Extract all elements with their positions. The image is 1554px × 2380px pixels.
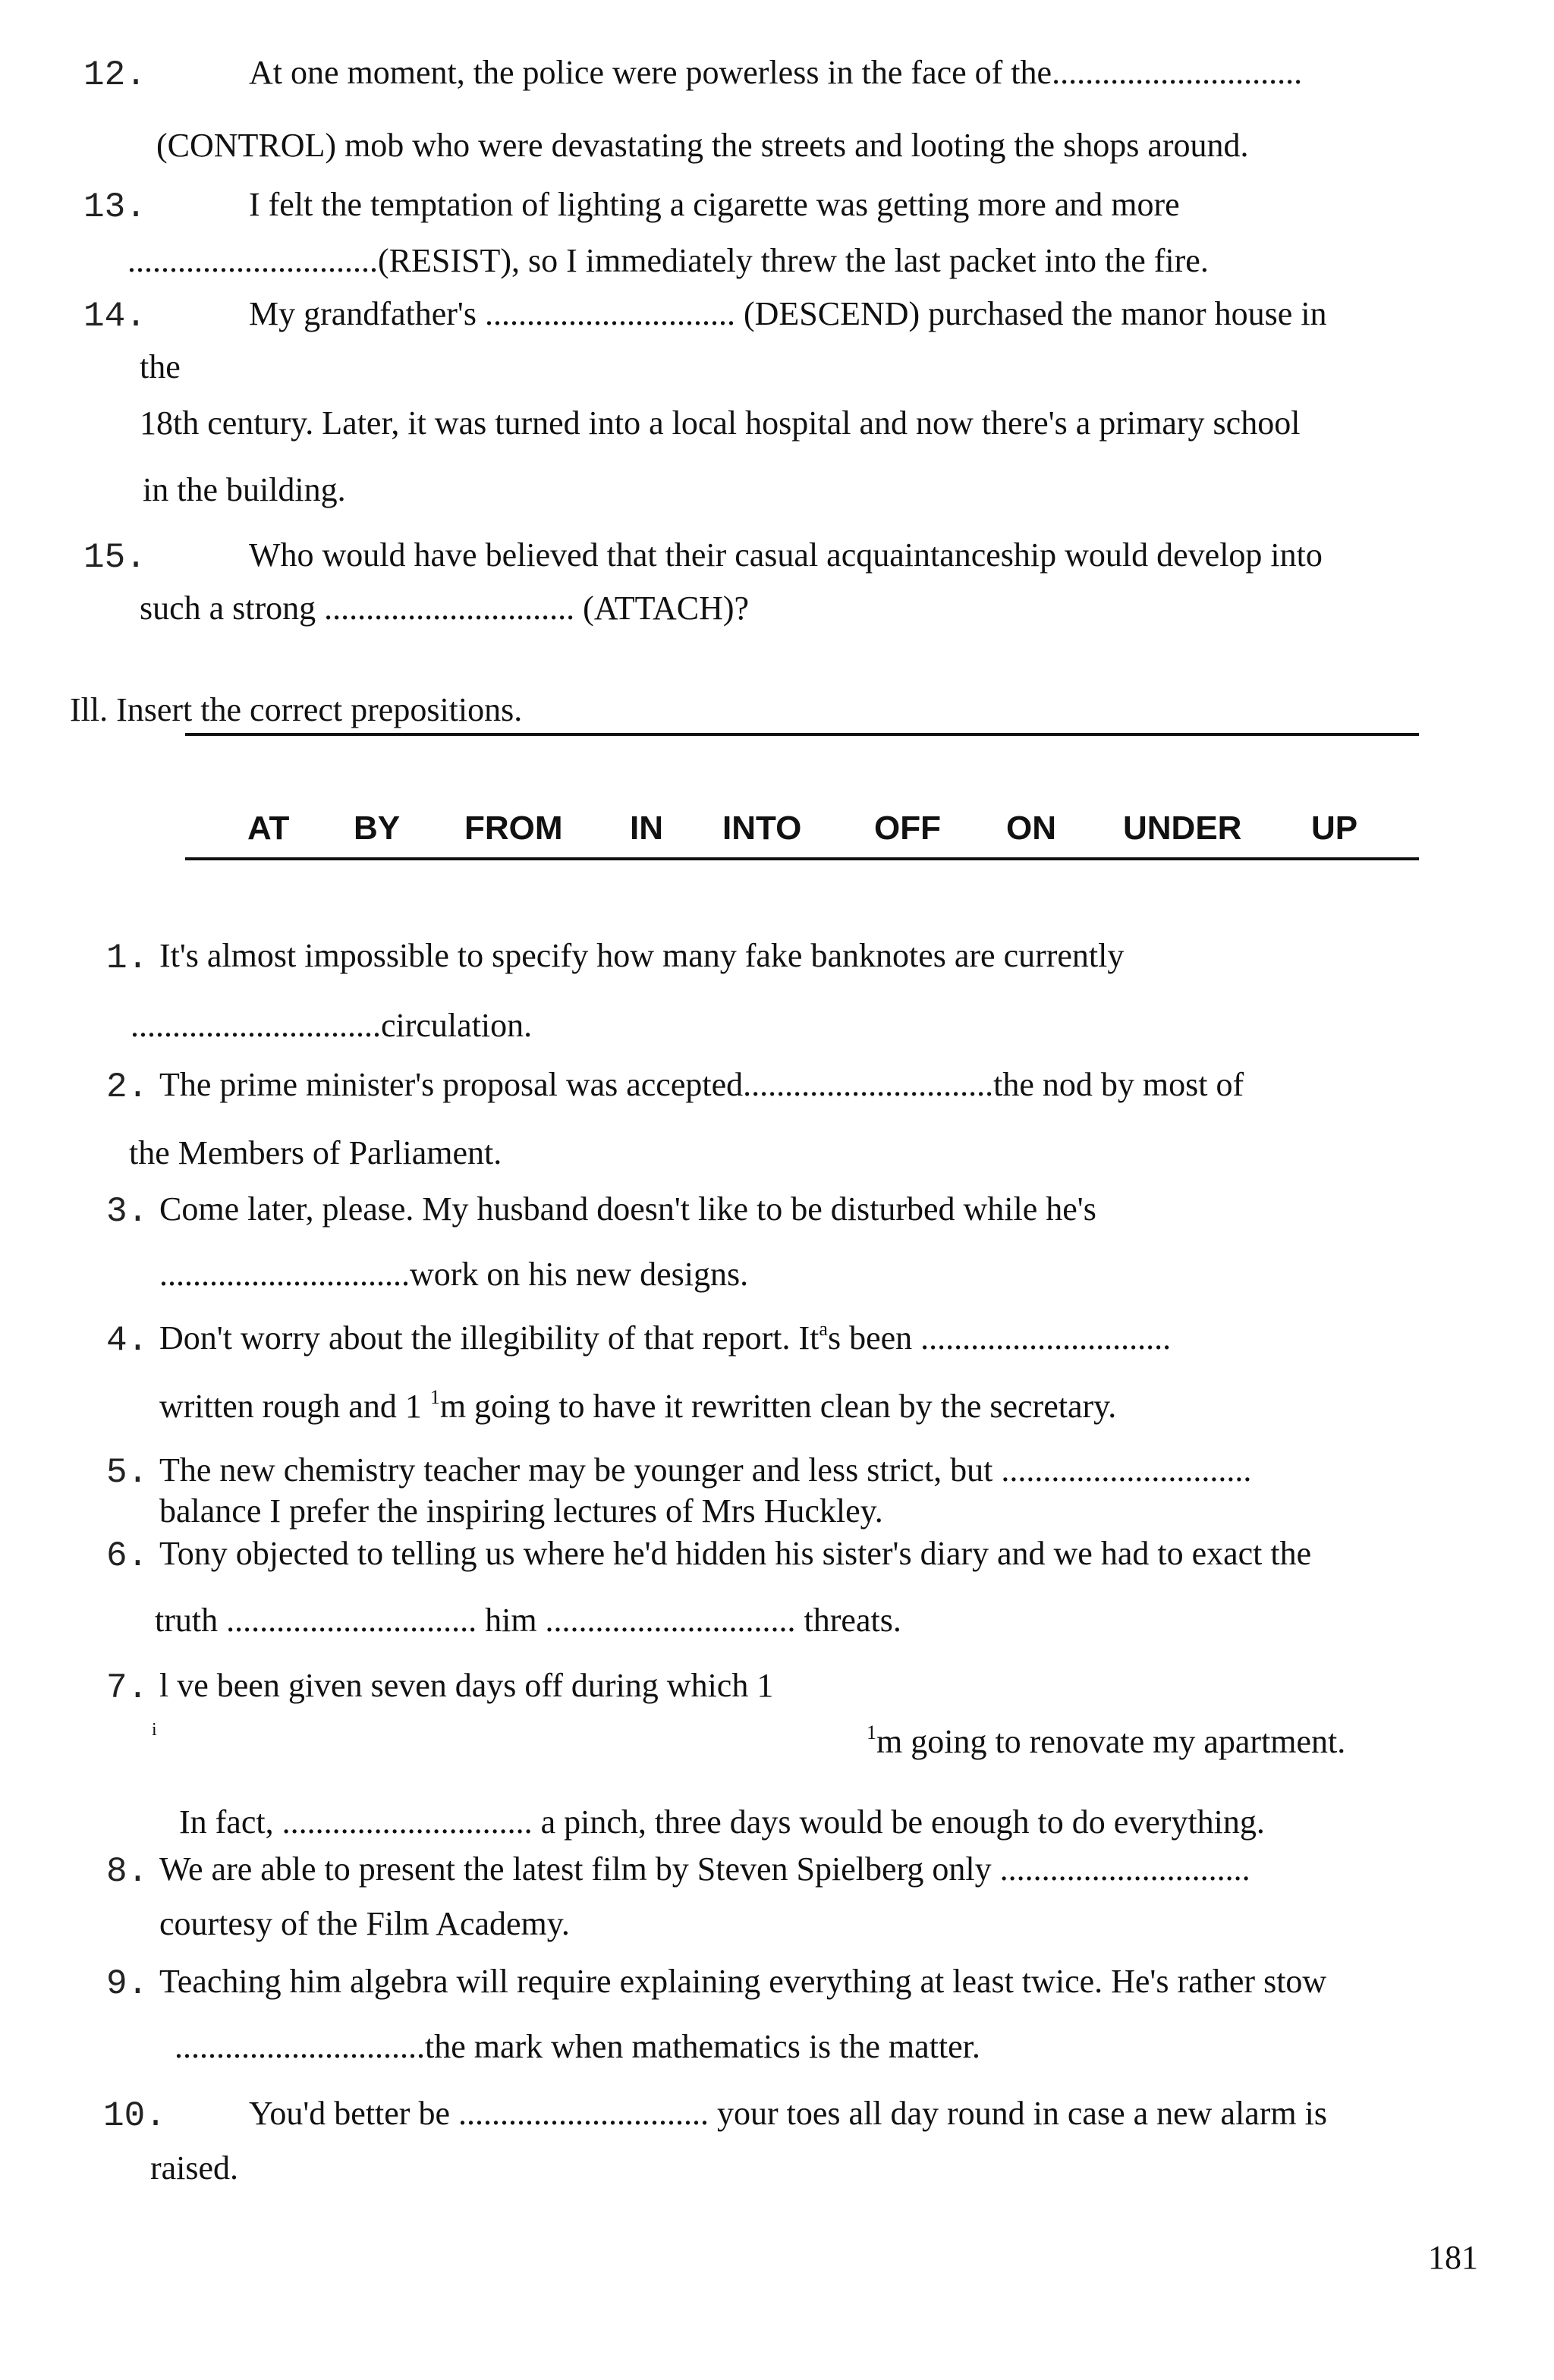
text-segment: m going to renovate my apartment.	[876, 1723, 1346, 1760]
item-number: 5.	[106, 1453, 149, 1492]
item-text-line: Who would have believed that their casual acquaintanceship would develop into	[249, 536, 1323, 574]
item-text-line: l ve been given seven days off during which 1	[159, 1667, 774, 1704]
item-text-line: ..............................the mark when mathematics is the matter.	[175, 2028, 980, 2065]
item-number: 12.	[83, 55, 146, 95]
text-segment: m going to have it rewritten clean by the secretary.	[439, 1388, 1117, 1425]
item-text-line: We are able to present the latest film by Steven Spielberg only ..............................	[159, 1850, 1250, 1888]
item-number: 7.	[106, 1668, 149, 1708]
item-number: 1.	[106, 938, 149, 978]
item-number: 8.	[106, 1852, 149, 1891]
text-segment: written rough and 1	[159, 1388, 430, 1425]
item-text-line: Teaching him algebra will require explaining everything at least twice. He's rather stow	[159, 1963, 1327, 2000]
item-text-line: such a strong .............................. (ATTACH)?	[140, 589, 750, 627]
item-text-line: balance I prefer the inspiring lectures of Mrs Huckley.	[159, 1492, 883, 1530]
word-bank-item: UP	[1311, 810, 1358, 847]
item-text-line: courtesy of the Film Academy.	[159, 1905, 570, 1942]
item-number: 13.	[83, 187, 146, 227]
section-heading: Ill. Insert the correct prepositions.	[70, 691, 523, 728]
item-number: 6.	[106, 1536, 149, 1576]
item-text-line: The new chemistry teacher may be younger and less strict, but ..............................	[159, 1451, 1252, 1489]
item-text-line: raised.	[150, 2149, 239, 2187]
word-bank-item: OFF	[874, 810, 941, 847]
item-text-line: in the building.	[143, 471, 346, 508]
superscript: 1	[429, 1386, 440, 1408]
item-text-line: My grandfather's .............................. (DESCEND) purchased the manor house in	[249, 295, 1327, 332]
item-number: 2.	[106, 1067, 149, 1107]
text-segment: s been ..............................	[827, 1319, 1172, 1357]
item-text-line: It's almost impossible to specify how many fake banknotes are currently	[159, 937, 1125, 974]
word-bank-item: IN	[630, 810, 663, 847]
item-text-line: 18th century. Later, it was turned into a local hospital and now there's a primary school	[140, 404, 1301, 442]
item-text-line: I felt the temptation of lighting a cigarette was getting more and more	[249, 186, 1180, 223]
item-text-line: (CONTROL) mob who were devastating the streets and looting the shops around.	[156, 127, 1249, 164]
word-bank-item: FROM	[464, 810, 563, 847]
word-bank-item: UNDER	[1123, 810, 1242, 847]
superscript: 1	[867, 1721, 876, 1743]
item-text-line	[159, 1318, 1172, 1357]
item-number: 4.	[106, 1321, 149, 1360]
item-number: 10.	[103, 2096, 166, 2136]
word-box-top-rule	[185, 733, 1419, 736]
item-text-line: the Members of Parliament.	[129, 1134, 502, 1171]
item-number: 15.	[83, 538, 146, 577]
item-text-line: In fact, .............................. a pinch, three days would be enough to do everything.	[179, 1803, 1265, 1841]
item-number: 9.	[106, 1964, 149, 2004]
item-text-line: the	[140, 348, 181, 385]
item-text-line: ..............................(RESIST), so I immediately threw the last packet into the fire.	[127, 242, 1209, 279]
item-text-line: You'd better be .............................. your toes all day round in case a new alarm is	[249, 2095, 1327, 2132]
word-bank-item: AT	[247, 810, 290, 847]
item-text-line	[867, 1721, 1346, 1760]
item-text-line: ..............................work on his new designs.	[159, 1256, 749, 1293]
item-text-line: Tony objected to telling us where he'd hidden his sister's diary and we had to exact the	[159, 1535, 1312, 1572]
word-bank-item: ON	[1006, 810, 1056, 847]
item-text-line	[159, 1386, 1117, 1425]
page-number: 181	[1428, 2239, 1478, 2276]
item-text-line: At one moment, the police were powerless in the face of the..............................	[249, 54, 1303, 91]
item-text-line: ..............................circulation.	[131, 1007, 533, 1044]
word-bank-item: INTO	[722, 810, 802, 847]
superscript: a	[819, 1318, 828, 1340]
text-segment: Don't worry about the illegibility of that report. It	[159, 1319, 819, 1357]
item-text-line: truth .............................. him .............................. threats.	[155, 1602, 901, 1639]
word-box-bottom-rule	[185, 857, 1419, 860]
item-number: 14.	[83, 297, 146, 336]
item-number: 3.	[106, 1192, 149, 1231]
word-bank-item: BY	[354, 810, 401, 847]
stray-mark: i	[152, 1720, 157, 1740]
item-text-line: The prime minister's proposal was accepted..............................the nod by most of	[159, 1066, 1244, 1103]
item-text-line: Come later, please. My husband doesn't like to be disturbed while he's	[159, 1190, 1096, 1228]
